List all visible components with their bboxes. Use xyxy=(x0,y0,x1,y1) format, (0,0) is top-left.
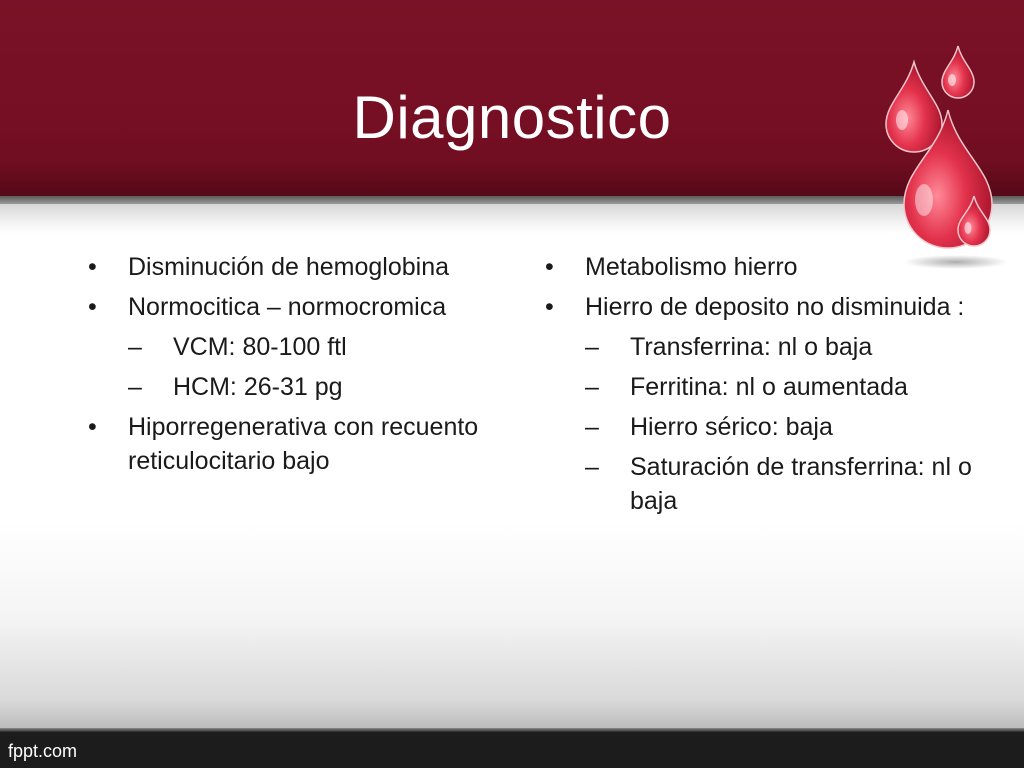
footer-divider xyxy=(0,728,1024,732)
list-item xyxy=(88,290,518,404)
sub-list-item xyxy=(585,330,985,364)
sub-bullet-list xyxy=(585,330,985,518)
sub-list-item xyxy=(585,410,985,444)
list-item xyxy=(545,290,985,518)
sub-list-item-text: Saturación de transferrina: nl o baja xyxy=(630,453,972,515)
bullet-marker: • xyxy=(545,293,554,321)
sub-list-item-text: Ferritina: nl o aumentada xyxy=(630,373,908,401)
blood-drops-icon xyxy=(870,40,1010,280)
footer-bar xyxy=(0,728,1024,768)
footer-brand: fppt.com xyxy=(8,741,78,761)
dash-marker: – xyxy=(585,413,599,441)
left-bullet-list xyxy=(88,250,518,478)
list-item xyxy=(88,250,518,284)
sub-list-item-text: Transferrina: nl o baja xyxy=(630,333,873,361)
sub-list-item-text: Hierro sérico: baja xyxy=(630,413,833,441)
list-item-text: Metabolismo hierro xyxy=(585,253,798,281)
list-item-text: Hierro de deposito no disminuida : xyxy=(585,293,965,321)
right-column xyxy=(545,250,985,524)
dash-marker: – xyxy=(585,373,599,401)
dash-marker: – xyxy=(128,333,142,361)
list-item-text: Normocitica – normocromica xyxy=(128,293,447,321)
right-bullet-list xyxy=(545,250,985,518)
list-item xyxy=(545,250,985,284)
sub-list-item xyxy=(128,370,518,404)
bullet-marker: • xyxy=(545,253,554,281)
list-item-text: Disminución de hemoglobina xyxy=(128,253,450,281)
left-column xyxy=(88,250,518,484)
dash-marker: – xyxy=(585,333,599,361)
bullet-marker: • xyxy=(88,413,97,441)
sub-list-item-text: VCM: 80-100 ftl xyxy=(173,333,347,361)
list-item xyxy=(88,410,518,478)
sub-list-item xyxy=(128,330,518,364)
sub-bullet-list xyxy=(128,330,518,404)
list-item-text: Hiporregenerativa con recuento reticulocitario bajo xyxy=(128,413,479,475)
sub-list-item-text: HCM: 26-31 pg xyxy=(173,373,343,401)
dash-marker: – xyxy=(128,373,142,401)
bullet-marker: • xyxy=(88,293,97,321)
sub-list-item xyxy=(585,450,985,518)
dash-marker: – xyxy=(585,453,599,481)
sub-list-item xyxy=(585,370,985,404)
slide-title: Diagnostico xyxy=(352,84,672,151)
bullet-marker: • xyxy=(88,253,97,281)
